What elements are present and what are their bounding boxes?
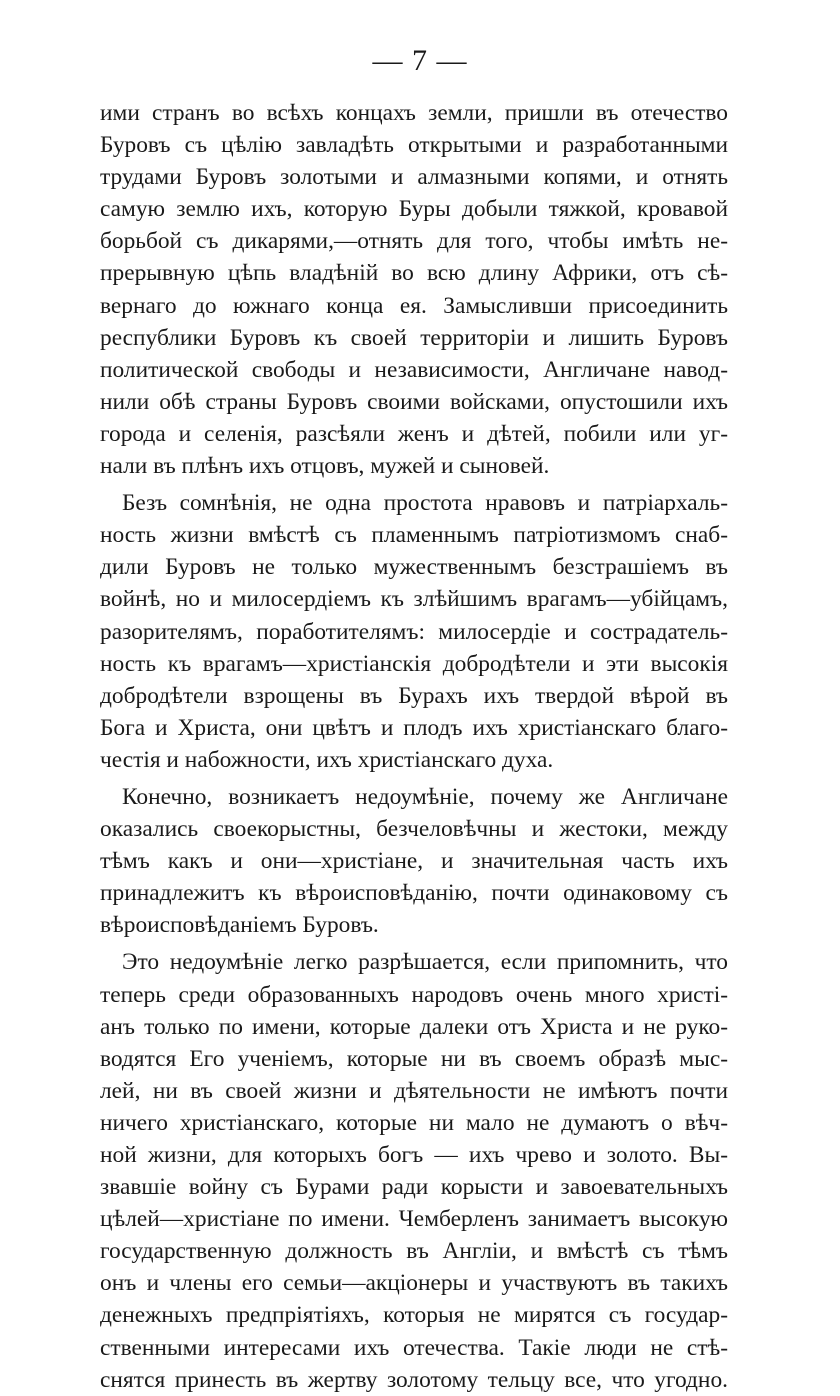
text-line: разорителямъ, поработителямъ: милосердіе и сострадатель- [100,618,728,645]
text-line: самую землю ихъ, которую Буры добыли тяжкой, кровавой [100,196,728,223]
paragraph [100,781,728,941]
text-line: лей, ни въ своей жизни и дѣятельности не имѣютъ почти [100,1077,728,1104]
text-line: снятся принесть въ жертву золотому тельцу все, что угодно. [100,1366,728,1393]
text-line: вернаго до южнаго конца ея. Замысливши присоединить [100,292,728,319]
text-line: войнѣ, но и милосердіемъ къ злѣйшимъ врагамъ—убійцамъ, [100,586,728,613]
text-line: города и селенія, разсѣяли женъ и дѣтей, побили или уг- [100,420,728,447]
text-line: ной жизни, для которыхъ богъ — ихъ чрево и золото. Вы- [100,1142,728,1168]
text-line: анъ только по имени, которые далеки отъ Христа и не руко- [100,1013,728,1040]
text-line: ность къ врагамъ—христіанскія добродѣтели и эти высокія [100,650,728,677]
text-line: честія и набожности, ихъ христіанскаго духа. [100,746,554,773]
text-line: теперь среди образованныхъ народовъ очень много христі- [100,981,728,1008]
page-number: — 7 — [372,44,468,77]
text-line: ность жизни вмѣстѣ съ пламеннымъ патріотизмомъ снаб- [100,522,728,549]
text-line: Буровъ съ цѣлію завладѣть открытыми и разработанными [100,132,728,159]
text-line: оказались своекорыстны, безчеловѣчны и жестоки, между [100,816,728,843]
text-line: принадлежитъ къ вѣроисповѣданію, почти одинаковому съ [100,880,728,907]
text-line: водятся Его ученіемъ, которые ни въ своемъ образѣ мыс- [100,1045,728,1072]
text-line: ими странъ во всѣхъ концахъ земли, пришли въ отечество [100,100,728,126]
text-line: нили обѣ страны Буровъ своими войсками, опустошили ихъ [100,388,728,415]
text-line: ственными интересами ихъ отечества. Такіе люди не стѣ- [100,1334,728,1361]
text-line: республики Буровъ къ своей территоріи и лишить Буровъ [100,324,728,351]
text-line: добродѣтели взрощены въ Бурахъ ихъ твердой вѣрой въ [100,682,728,709]
text-line: онъ и члены его семьи—акціонеры и участвуютъ въ такихъ [100,1270,728,1297]
text-line: борьбой съ дикарями,—отнять для того, чтобы имѣть не- [100,228,728,255]
text-line: дили Буровъ не только мужественнымъ безстрашіемъ въ [100,554,728,581]
text-line: ничего христіанскаго, которые ни мало не думаютъ о вѣч- [100,1109,728,1136]
paragraph [100,946,728,1395]
text-line: тѣмъ какъ и они—христіане, и значительная часть ихъ [100,848,728,875]
paragraph [100,97,728,482]
text-line: Это недоумѣніе легко разрѣшается, если припомнить, что [122,949,728,976]
text-line: нали въ плѣнъ ихъ отцовъ, мужей и сыновей. [100,453,550,480]
paragraph [100,487,728,776]
text-line: цѣлей—христіане по имени. Чемберленъ занимаетъ высокую [100,1206,728,1233]
text-line: прерывную цѣпь владѣній во всю длину Африки, отъ сѣ- [100,260,728,287]
text-line: вѣроисповѣданіемъ Буровъ. [100,912,379,939]
text-line: Конечно, возникаетъ недоумѣніе, почему же Англичане [122,783,728,810]
body-text [100,97,728,1396]
text-line: политической свободы и независимости, Англичане навод- [100,356,728,383]
text-line: звавшіе войну съ Бурами ради корысти и завоевательныхъ [100,1174,728,1201]
text-line: Безъ сомнѣнія, не одна простота нравовъ и патріархаль- [122,490,728,517]
text-line: Бога и Христа, они цвѣтъ и плодъ ихъ христіанскаго благо- [100,714,728,741]
text-line: государственную должность въ Англіи, и вмѣстѣ съ тѣмъ [100,1238,728,1265]
text-line: трудами Буровъ золотыми и алмазными копями, и отнять [100,164,728,191]
text-line: денежныхъ предпріятіяхъ, которыя не мирятся съ государ- [100,1302,728,1329]
